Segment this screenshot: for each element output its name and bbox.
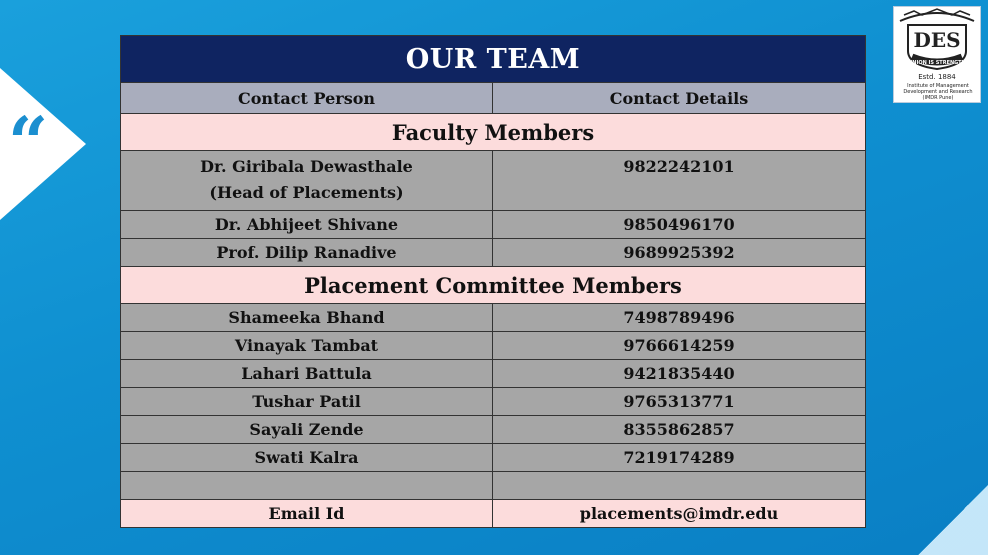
- blank-row: [121, 472, 866, 500]
- email-row: [121, 500, 866, 528]
- table-row: [121, 444, 866, 472]
- quote-mark-icon: “: [8, 101, 49, 184]
- contact-name: Lahari Battula: [121, 360, 493, 388]
- contact-phone: 9765313771: [493, 388, 866, 416]
- logo-monogram: DES: [913, 28, 961, 52]
- contact-phone: 8355862857: [493, 416, 866, 444]
- table-row: [121, 332, 866, 360]
- logo-estd: Estd. 1884: [918, 73, 956, 81]
- contact-name-line1: Dr. Giribala Dewasthale: [200, 157, 413, 176]
- contact-phone: 9766614259: [493, 332, 866, 360]
- contact-name: Sayali Zende: [121, 416, 493, 444]
- institution-crest-icon: [894, 7, 980, 73]
- table-row: [121, 239, 866, 267]
- contact-name: [121, 151, 493, 211]
- table-row: [121, 151, 866, 211]
- contact-name: Swati Kalra: [121, 444, 493, 472]
- table-row: [121, 416, 866, 444]
- section-heading-committee: Placement Committee Members: [121, 267, 866, 304]
- contact-name: Tushar Patil: [121, 388, 493, 416]
- table-row: [121, 360, 866, 388]
- contact-phone: 9850496170: [493, 211, 866, 239]
- column-header-contact-person: Contact Person: [121, 83, 493, 114]
- institution-logo: [893, 6, 981, 103]
- table-row: [121, 304, 866, 332]
- email-value: placements@imdr.edu: [493, 500, 866, 528]
- team-table: [120, 35, 866, 528]
- contact-phone: 7498789496: [493, 304, 866, 332]
- email-label: Email Id: [121, 500, 493, 528]
- corner-accent: [918, 485, 988, 555]
- section-heading-faculty: Faculty Members: [121, 114, 866, 151]
- logo-institute-name: Institute of Management Development and Research (IMDR Pune): [903, 83, 973, 101]
- contact-name-line2: (Head of Placements): [209, 183, 404, 202]
- contact-name: Vinayak Tambat: [121, 332, 493, 360]
- contact-name: Shameeka Bhand: [121, 304, 493, 332]
- contact-phone: 7219174289: [493, 444, 866, 472]
- table-row: [121, 211, 866, 239]
- contact-name: Prof. Dilip Ranadive: [121, 239, 493, 267]
- contact-phone: 9421835440: [493, 360, 866, 388]
- contact-name: Dr. Abhijeet Shivane: [121, 211, 493, 239]
- table-row: [121, 388, 866, 416]
- contact-phone: 9689925392: [493, 239, 866, 267]
- column-header-contact-details: Contact Details: [493, 83, 866, 114]
- blank-cell: [121, 472, 493, 500]
- logo-motto: UNION IS STRENGTH: [908, 60, 966, 66]
- table-title: OUR TEAM: [121, 36, 866, 83]
- contact-phone: 9822242101: [493, 151, 866, 211]
- blank-cell: [493, 472, 866, 500]
